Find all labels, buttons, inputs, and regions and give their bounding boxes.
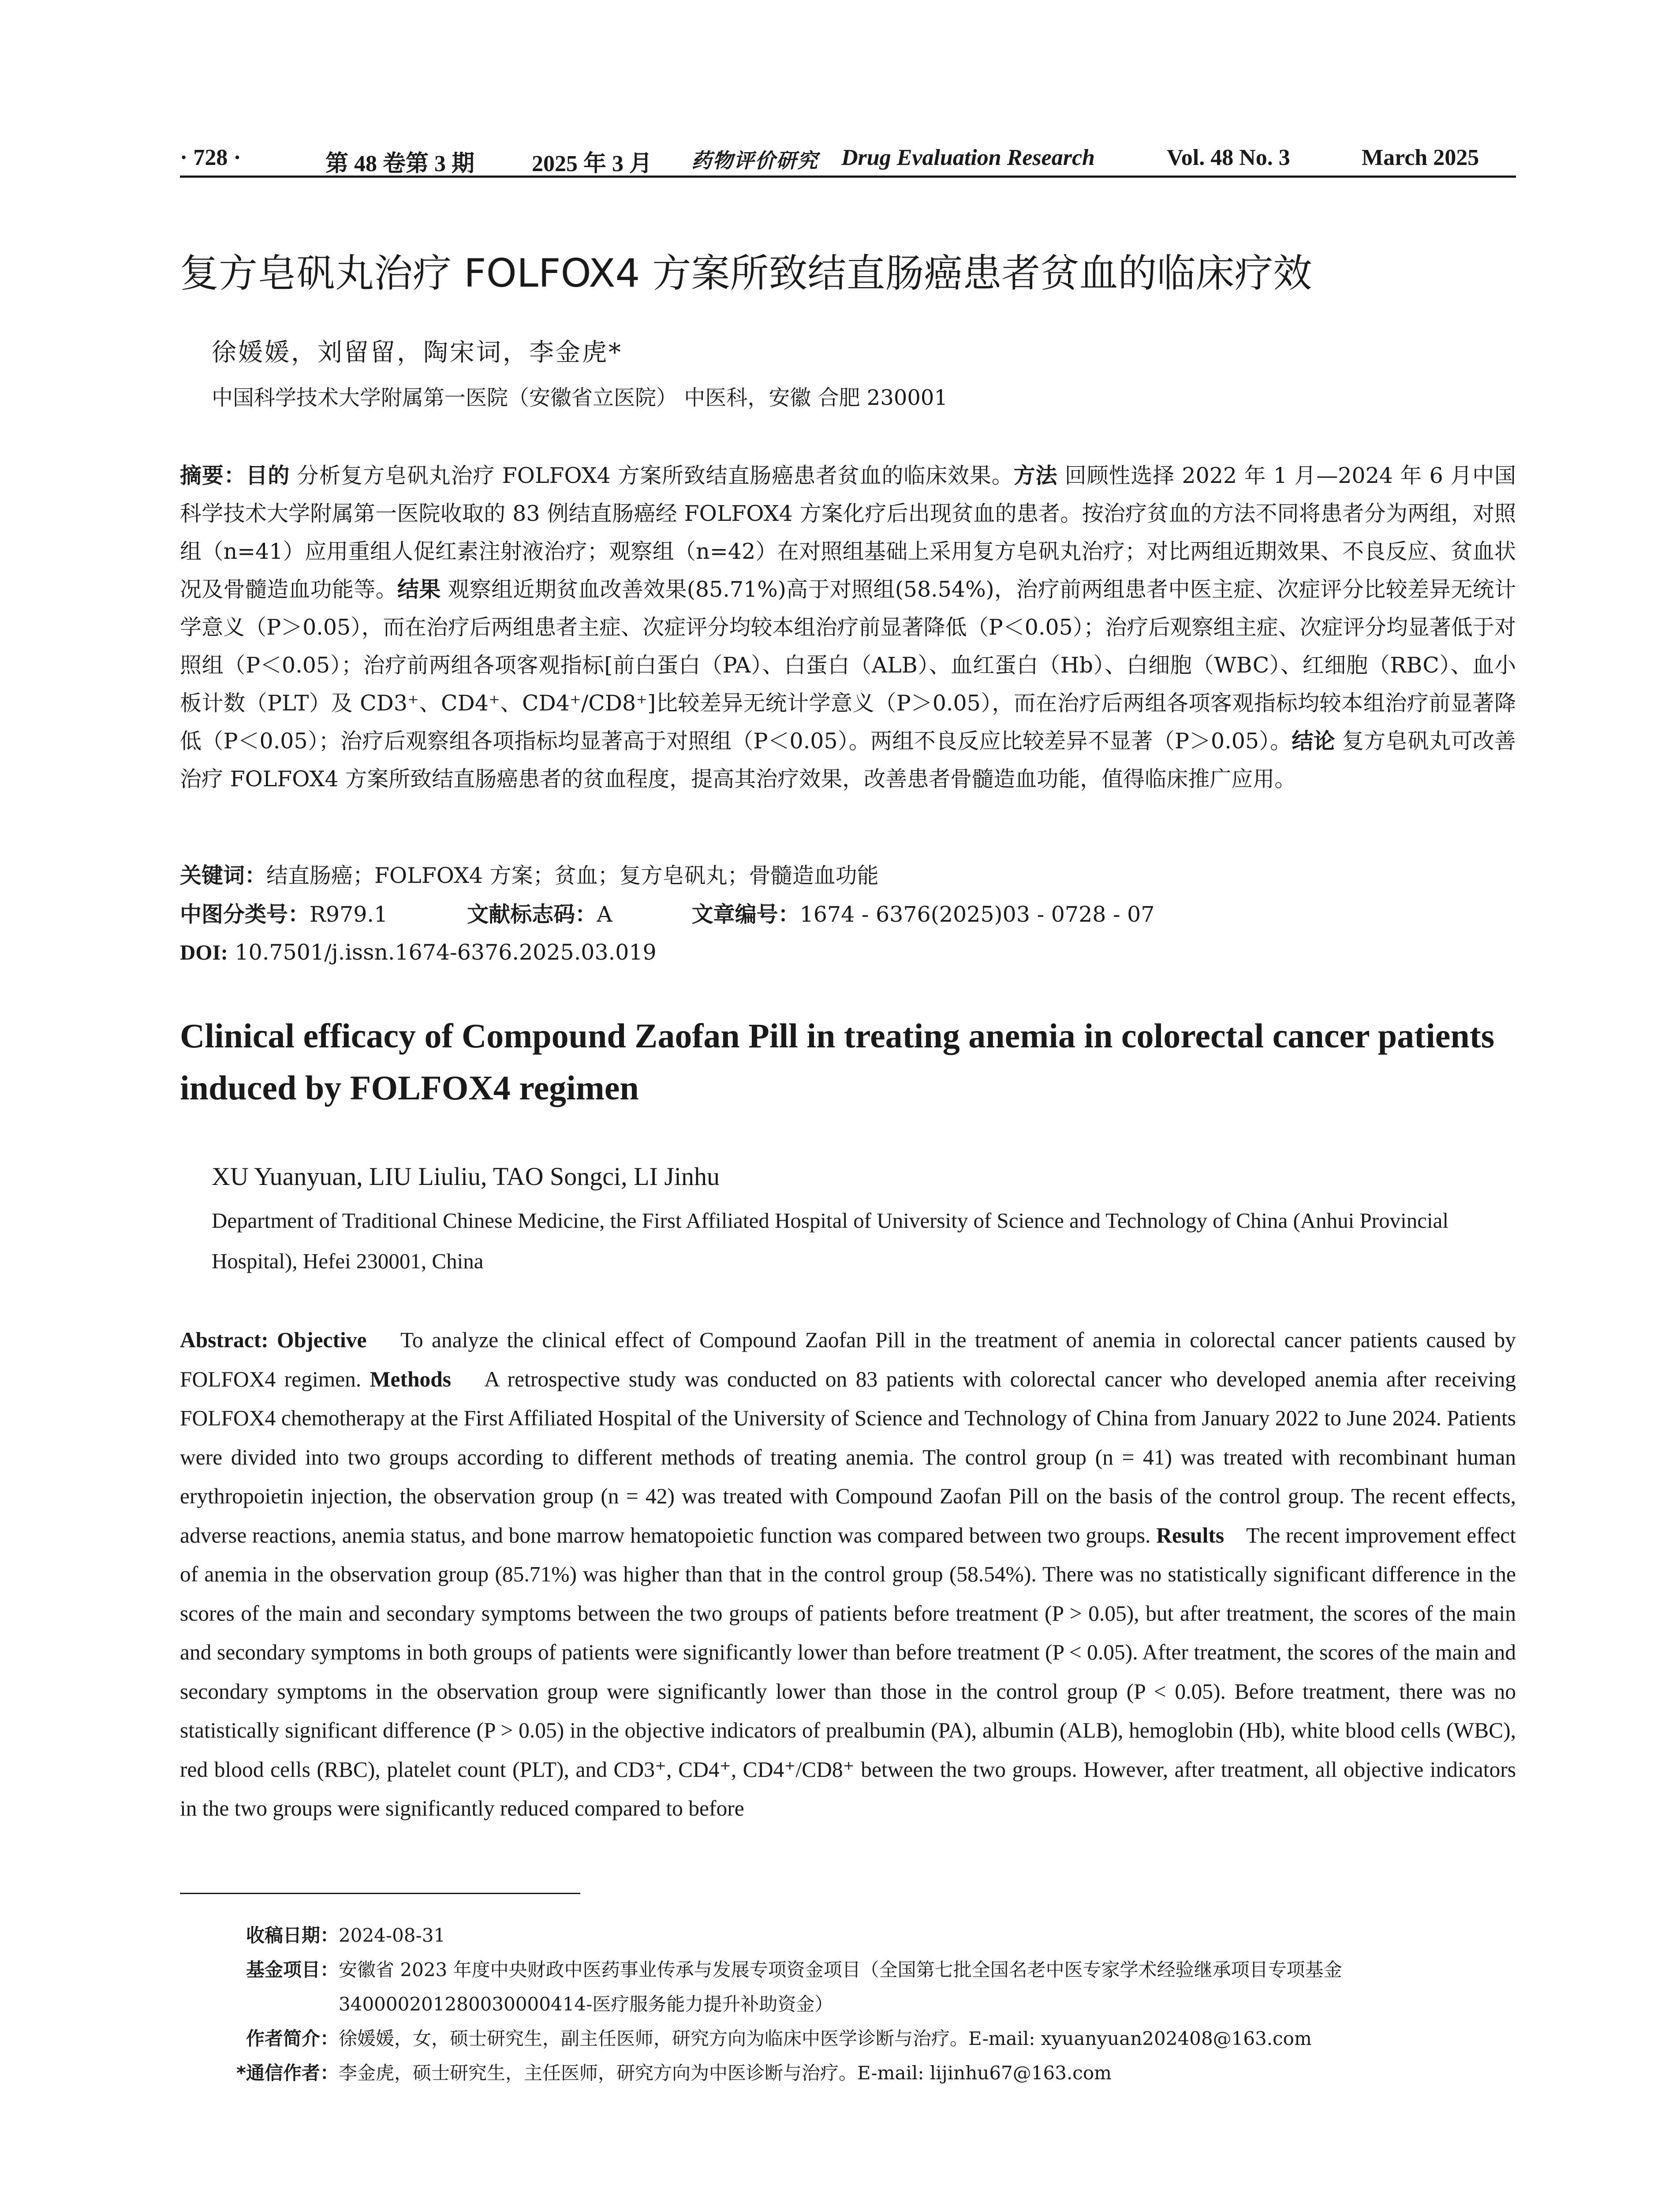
methods-en-text: A retrospective study was conducted on 83 patients with colorectal cancer who developed anemia after receiving FOLFOX4 chemotherapy at the First Affiliated Hospital of the University of Science and Technology of China from January 2022 to June 2024. Patients were divided into two groups according to different methods of treating anemia. The control group (n = 41) was treated with recombinant human erythropoietin injection, the observation group (n = 42) was treated with Compound Zaofan Pill on the basis of the control group. The recent effects, adverse reactions, anemia status, and bone marrow hematopoietic function was compared between two groups. (180, 1367, 1522, 1547)
footnote-funding (180, 1953, 1516, 2022)
abstract-en (180, 1321, 1522, 1828)
conclusion-label: 结论 (1292, 729, 1336, 754)
doc-code-label: 文献标志码： (467, 902, 597, 927)
footnote-corresponding (180, 2056, 1516, 2090)
date-zh: 2025 年 3 月 (532, 151, 653, 176)
footnote-label: *通信作者： (236, 2062, 339, 2084)
footnote-received (180, 1918, 1516, 1953)
date-en: March 2025 (1362, 145, 1479, 170)
conclusion-text: 复方皂矾丸可改善治疗 FOLFOX4 方案所致结直肠癌患者的贫血程度，提高其治疗效果，改善患者骨髓造血功能，值得临床推广应用。 (180, 729, 1516, 792)
abstract-en-label: Abstract: Objective (180, 1328, 367, 1352)
doi-value[interactable]: 10.7501/j.issn.1674-6376.2025.03.019 (228, 940, 657, 965)
footnote-text: 李金虎，硕士研究生，主任医师，研究方向为中医诊断与治疗。E-mail: lijinhu67@163.com (339, 2062, 1112, 2084)
volume-en: Vol. 48 No. 3 (1167, 145, 1290, 170)
objective-label: 目的 (246, 463, 290, 488)
objective-en-text: To analyze the clinical effect of Compound Zaofan Pill in the treatment of anemia in colorectal cancer patients caused by FOLFOX4 regimen. (180, 1328, 1522, 1391)
authors-zh: 徐媛媛，刘留留，陶宋词，李金虎* (212, 338, 623, 367)
clc-label: 中图分类号： (180, 902, 310, 927)
authors-en: XU Yuanyuan, LIU Liuliu, TAO Songci, LI Jinhu (212, 1162, 720, 1191)
classification-line (180, 897, 1516, 932)
results-en-label: Results (1156, 1523, 1225, 1547)
clc-value: R979.1 (310, 902, 388, 927)
article-number-label: 文章编号： (691, 902, 800, 927)
results-text: 观察组近期贫血改善效果(85.71%)高于对照组(58.54%)，治疗前两组患者中医主症、次症评分比较差异无统计学意义（P＞0.05），而在治疗后两组患者主症、次症评分均较本组治疗前显著降低（P＜0.05）；治疗后观察组主症、次症评分均显著低于对照组（P＜0.05）；治疗前两组各项客观指标[前白蛋白（PA）、白蛋白（ALB）、血红蛋白（Hb）、白细胞（WBC）、红细胞（RBC）、血小板计数（PLT）及 CD3⁺、CD4⁺、CD4⁺/CD8⁺]比较差异无统计学意义（P＞0.05），而在治疗后两组各项客观指标均较本组治疗前显著降低（P＜0.05）；治疗后观察组各项指标均显著高于对照组（P＜0.05）。两组不良反应比较差异不显著（P＞0.05）。 (180, 577, 1516, 754)
abstract-zh (180, 457, 1516, 798)
keywords-text: 结直肠癌；FOLFOX4 方案；贫血；复方皂矾丸；骨髓造血功能 (266, 863, 879, 888)
running-header (180, 140, 1516, 178)
page-number: · 728 · (180, 145, 241, 170)
methods-en-label: Methods (370, 1367, 452, 1391)
article-title-en: Clinical efficacy of Compound Zaofan Pill in treating anemia in colorectal cancer patients induced by FOLFOX4 regimen (180, 1017, 1495, 1107)
doc-code-value: A (597, 902, 612, 927)
affiliation-zh: 中国科学技术大学附属第一医院（安徽省立医院） 中医科，安徽 合肥 230001 (212, 385, 948, 410)
results-label: 结果 (397, 577, 441, 602)
issue-zh: 第 48 卷第 3 期 (325, 151, 475, 176)
article-title-zh: 复方皂矾丸治疗 FOLFOX4 方案所致结直肠癌患者贫血的临床疗效 (180, 250, 1312, 296)
objective-text: 分析复方皂矾丸治疗 FOLFOX4 方案所致结直肠癌患者贫血的临床效果。 (290, 463, 1014, 488)
article-number-value: 1674 - 6376(2025)03 - 0728 - 07 (799, 902, 1155, 927)
methods-label: 方法 (1013, 463, 1058, 488)
footnotes (180, 1918, 1516, 2090)
footnote-text: 安徽省 2023 年度中央财政中医药事业传承与发展专项资金项目（全国第七批全国名老中医专家学术经验继承项目专项基金 34000020128003000041​4-医疗服务能力提升补助资金） (339, 1959, 1342, 2015)
results-en-text: The recent improvement effect of anemia in the observation group (85.71%) was higher than that in the control group (58.54%). There was no statistically significant difference in the scores of the main and secondary symptoms between the two groups of patients before treatment (P > 0.05), but after treatment, the scores of the main and secondary symptoms in both groups of patients were significantly lower than before treatment (P < 0.05). After treatment, the scores of the main and secondary symptoms in the observation group were significantly lower than those in the control group (P < 0.05). Before treatment, there was no statistically significant difference (P > 0.05) in the objective indicators of prealbumin (PA), albumin (ALB), hemoglobin (Hb), white blood cells (WBC), red blood cells (RBC), platelet count (PLT), and CD3⁺, CD4⁺, CD4⁺/CD8⁺ between the two groups. However, after treatment, all objective indicators in the two groups were significantly reduced compared to before (180, 1523, 1522, 1820)
keywords (180, 858, 1516, 893)
footnote-text: 2024-08-31 (339, 1925, 446, 1946)
footnote-label: 基金项目： (246, 1959, 339, 1981)
keywords-label: 关键词： (180, 863, 267, 888)
footnote-text: 徐媛媛，女，硕士研究生，副主任医师，研究方向为临床中医学诊断与治疗。E-mail: xyuanyuan202408@163.com (339, 2028, 1312, 2049)
methods-text: 回顾性选择 2022 年 1 月—2024 年 6 月中国科学技术大学附属第一医院收取的 83 例结直肠癌经 FOLFOX4 方案化疗后出现贫血的患者。按治疗贫血的方法不同将患者分为两组，对照组（n=41）应用重组人促红素注射液治疗；观察组（n=42）在对照组基础上采用复方皂矾丸治疗；对比两组近期效果、不良反应、贫血状况及骨髓造血功能等。 (180, 463, 1516, 602)
journal-name-en: Drug Evaluation Research (841, 145, 1095, 170)
doi-line (180, 935, 1516, 970)
affiliation-en: Department of Traditional Chinese Medicine, the First Affiliated Hospital of University of Science and Technology of China (Anhui Provincial Hospital), Hefei 230001, China (212, 1208, 1449, 1273)
footnote-rule (180, 1893, 580, 1894)
doi-label: DOI: (180, 940, 228, 964)
abstract-label: 摘要： (180, 463, 246, 488)
footnote-label: 收稿日期： (246, 1925, 339, 1946)
journal-logo: 药物评价研究 (691, 149, 818, 172)
footnote-label: 作者简介： (246, 2028, 339, 2049)
footnote-author-bio (180, 2022, 1516, 2056)
